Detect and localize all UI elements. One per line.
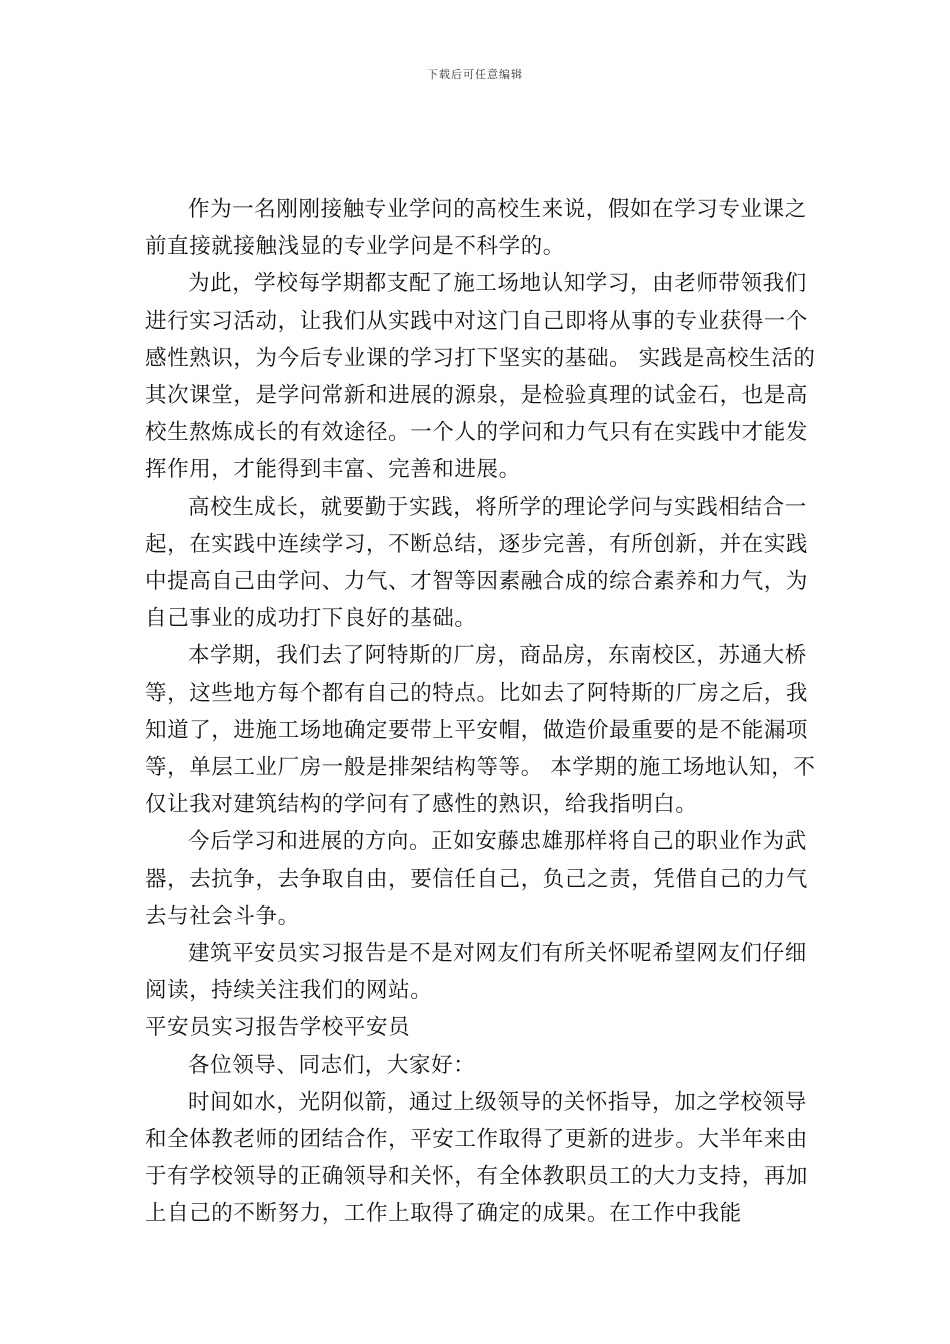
paragraph-line: 力气去与社会斗争。 [145,866,809,929]
paragraph-line: 气，为自己事业的成功打下良好的基础。 [145,569,809,632]
paragraph-line: 各位领导、同志们，大家好： [188,1052,476,1078]
paragraph [145,1084,825,1233]
paragraph-line: 高校生成长，就要勤于实践，将所学的理论学问与实践相结合 [188,494,785,520]
document-body [145,191,825,1233]
paragraph-line: 也是高校生熬炼成长的有效途径。一个人的学问和力气只有在实践 [145,383,809,446]
paragraph-line: 武器，去抗争，去争取自由，要信任自己，负己之责，凭借自己的 [145,829,807,892]
paragraph [145,489,825,638]
paragraph-line: 之前直接就接触浅显的专业学问是不科学的。 [145,197,807,260]
page-header-note: 下载后可任意编辑 [427,68,523,81]
paragraph-line: 再加上自己的不断努力，工作上取得了确定的成果。在工作中我能 [145,1164,809,1227]
paragraph-line: 一个感性熟识，为今后专业课的学习打下坚实的基础。 实践是高校 [145,308,809,371]
paragraph-line: 本学期，我们去了阿特斯的厂房，商品房，东南校区，苏通大 [188,643,785,669]
paragraph-line: 漏项等，单层工业厂房一般是排架结构等等。 本学期的施工场地认 [145,717,809,781]
paragraph-line: 时间如水，光阴似箭，通过上级领导的关怀指导，加之学校领 [188,1089,785,1115]
section-heading [145,1009,825,1046]
paragraph [145,1047,825,1084]
paragraph [145,191,825,265]
paragraph-line: 建筑平安员实习报告是不是对网友们有所关怀呢希望网友们仔 [188,941,785,967]
paragraph-line: 我知道了，进施工场地确定要带上平安帽，做造价最重要的是不能 [145,680,809,743]
paragraph-line: 桥等，这些地方每个都有自己的特点。比如去了阿特斯的厂房之后， [145,643,807,706]
paragraph-line: 一起，在实践中连续学习，不断总结，逐步完善，有所创新，并在 [145,494,807,557]
paragraph-line: 生活的其次课堂，是学问常新和进展的源泉，是检验真理的试金石， [145,345,816,409]
paragraph [145,823,825,935]
paragraph-line: 来由于有学校领导的正确领导和关怀，有全体教职员工的大力支持， [145,1127,809,1190]
paragraph [145,265,825,488]
paragraph-line: 为此，学校每学期都支配了施工场地认知学习，由老师带领我 [188,271,785,297]
paragraph-line: 们进行实习活动，让我们从实践中对这门自己即将从事的专业获得 [145,271,807,334]
paragraph [145,637,825,823]
paragraph [145,935,825,1009]
paragraph-line: 今后学习和进展的方向。正如安藤忠雄那样将自己的职业作为 [188,829,785,855]
paragraph-line: 中才能发挥作用，才能得到丰富、完善和进展。 [145,420,809,483]
paragraph-line: 知，不仅让我对建筑结构的学问有了感性的熟识，给我指明白。 [145,755,816,818]
paragraph-line: 导和全体教老师的团结合作，平安工作取得了更新的进步。大半年 [145,1089,807,1153]
paragraph-line: 实践中提高自己由学问、力气、才智等因素融合成的综合素养和力 [145,531,809,595]
paragraph-line: 细阅读，持续关注我们的网站。 [145,941,807,1004]
paragraph-line: 作为一名刚刚接触专业学问的高校生来说，假如在学习专业课 [188,197,785,222]
paragraph-line: 平安员实习报告学校平安员 [145,1015,411,1041]
